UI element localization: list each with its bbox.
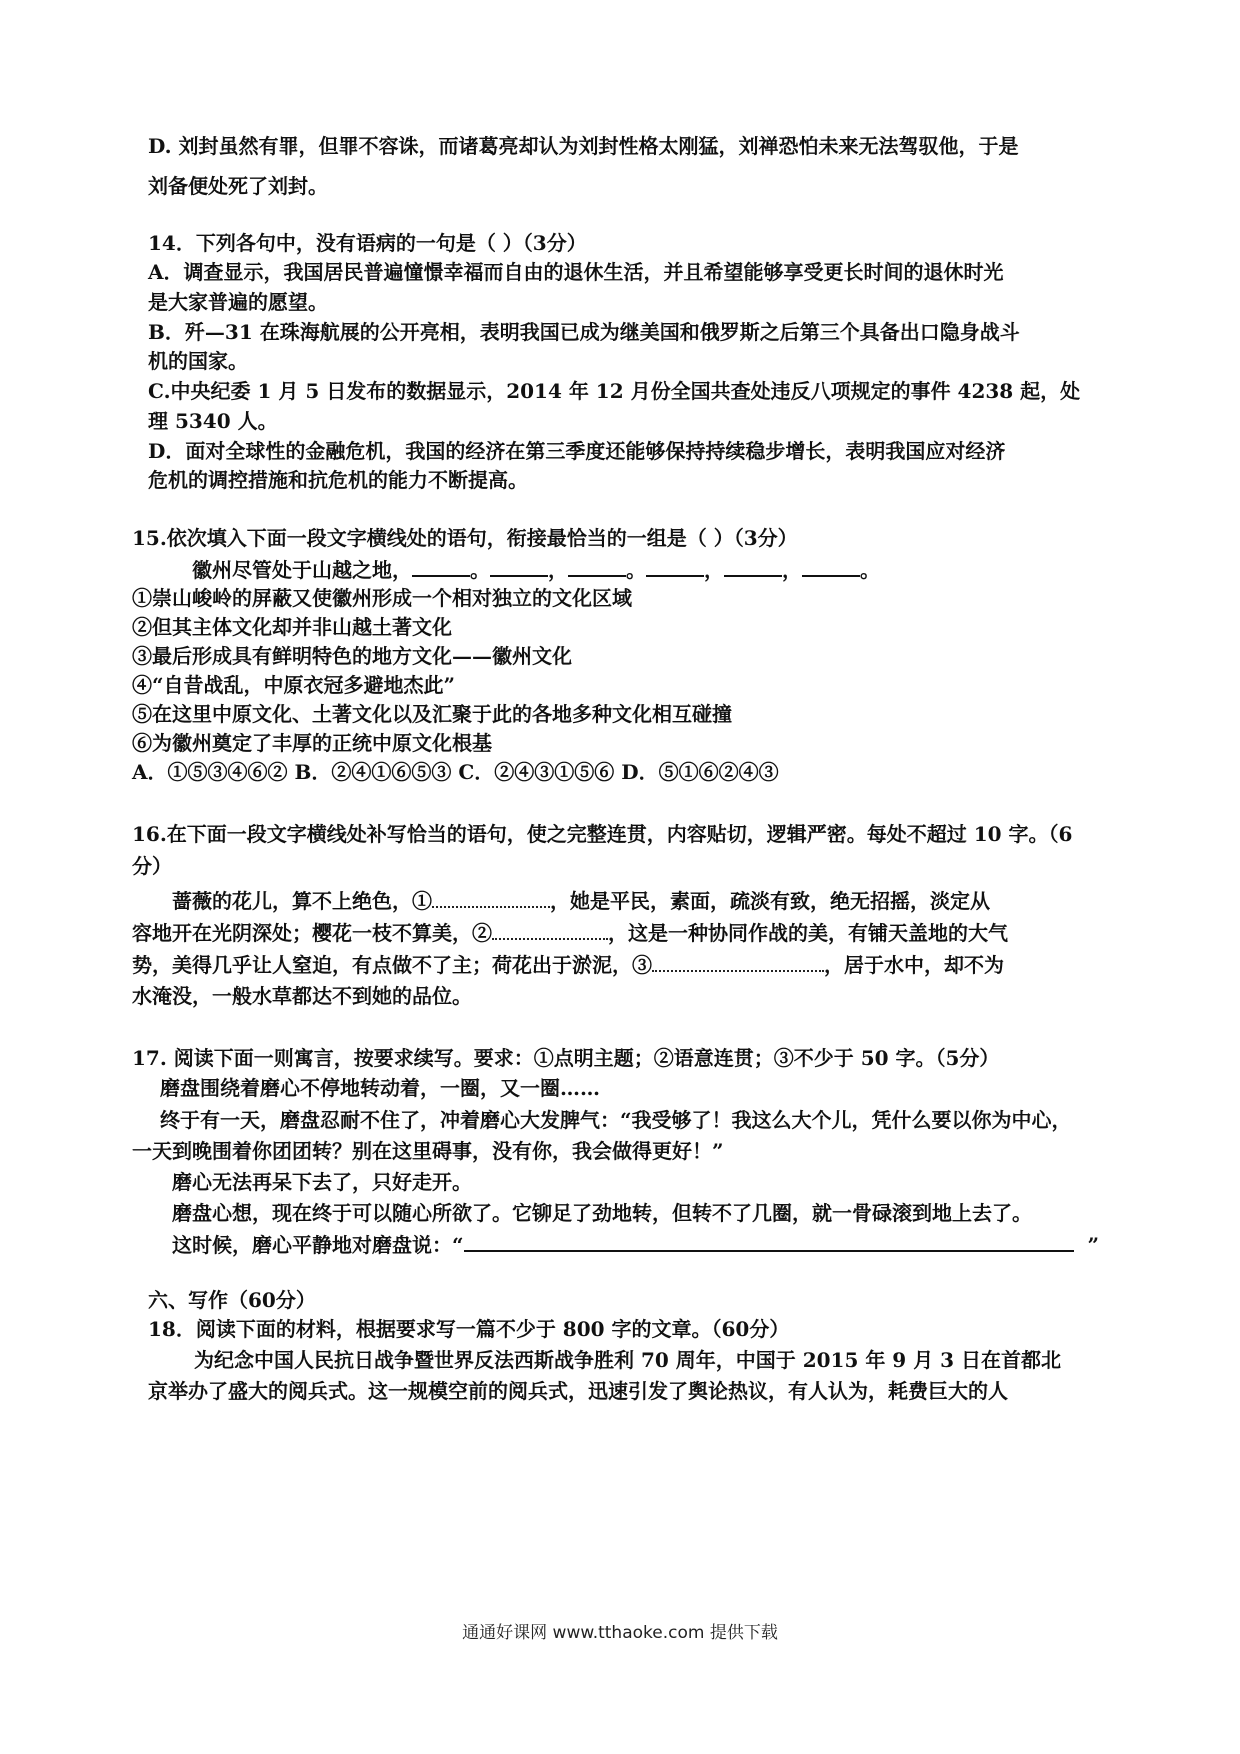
q16-text-2b: ，这是一种协同作战的美，有铺天盖地的大气 [608,921,1008,945]
q17-fable-line5: 磨盘心想，现在终于可以随心所欲了。它铆足了劲地转，但转不了几圈，就一骨碌滚到地上去了。 [172,1201,1032,1225]
q15-blank-2[interactable] [490,555,548,577]
q15-blank-4[interactable] [646,555,704,577]
q17-fable-line2: 终于有一天，磨盘忍耐不住了，冲着磨心大发脾气：“我受够了！我这么大个儿，凭什么要以你为中心， [160,1108,1072,1132]
q18-material-line1: 为纪念中国人民抗日战争暨世界反法西斯战争胜利 70 周年，中国于 2015 年 9 月 3 日在首都北 [194,1348,1062,1372]
q16-text-1b: ，她是平民，素面，疏淡有致，绝无招摇，淡定从 [550,889,990,913]
q16-text-3b: ，居于水中，却不为 [824,953,1004,977]
q15-blank-5[interactable] [724,555,782,577]
q15-blank-3[interactable] [568,555,626,577]
q16-stem-line2: 分） [132,854,172,878]
q17-fable-line3: 一天到晚围着你团团转？别在这里碍事，没有你，我会做得更好！” [132,1139,724,1163]
q17-stem: 17. 阅读下面一则寓言，按要求续写。要求：①点明主题；②语意连贯；③不少于 50 字。（5分） [132,1046,1000,1070]
q16-text-line4: 水淹没，一般水草都达不到她的品位。 [132,984,472,1008]
q15-blank-1[interactable] [412,555,470,577]
q14-option-c-line2: 理 5340 人。 [148,409,278,433]
q15-phrase-3: ③最后形成具有鲜明特色的地方文化——徽州文化 [132,644,572,668]
q15-phrase-6: ⑥为徽州奠定了丰厚的正统中原文化根基 [132,731,492,755]
q14-option-a-line1: A．调查显示，我国居民普遍憧憬幸福而自由的退休生活，并且希望能够享受更长时间的退休时光 [148,260,1004,284]
q15-stem: 15.依次填入下面一段文字横线处的语句，衔接最恰当的一组是（ ）（3分） [132,526,798,550]
q15-phrase-2: ②但其主体文化却并非山越土著文化 [132,615,452,639]
q16-text-line2 [132,918,1008,947]
q16-text-line1 [172,886,990,915]
q16-text-1a: 蔷薇的花儿，算不上绝色，① [172,889,432,913]
q13-option-d-line2: 刘备便处死了刘封。 [148,174,328,198]
q16-stem-line1: 16.在下面一段文字横线处补写恰当的语句，使之完整连贯，内容贴切，逻辑严密。每处不超过 10 字。（6 [132,822,1073,846]
q16-blank-3[interactable] [652,950,824,972]
q15-lead-text: 徽州尽管处于山越之地， [192,558,412,582]
q18-material-line2: 京举办了盛大的阅兵式。这一规模空前的阅兵式，迅速引发了舆论热议，有人认为，耗费巨大的人 [148,1379,1008,1403]
q17-fable-line1: 磨盘围绕着磨心不停地转动着，一圈，又一圈…… [160,1076,600,1100]
q16-text-2a: 容地开在光阴深处；樱花一枝不算美，② [132,921,492,945]
q18-stem: 18．阅读下面的材料，根据要求写一篇不少于 800 字的文章。（60分） [148,1317,790,1341]
q17-fable-line4: 磨心无法再呆下去了，只好走开。 [172,1170,472,1194]
section-6-title: 六、写作（60分） [148,1288,316,1312]
q15-phrase-1: ①崇山峻岭的屏蔽又使徽州形成一个相对独立的文化区域 [132,586,632,610]
q15-options: A．①⑤③④⑥② B．②④①⑥⑤③ C．②④③①⑤⑥ D．⑤①⑥②④③ [132,760,779,784]
q14-option-c-line1: C.中央纪委 1 月 5 日发布的数据显示，2014 年 12 月份全国共查处违反八项规定的事件 4238 起，处 [148,379,1081,403]
q14-option-b-line2: 机的国家。 [148,349,248,373]
q14-option-a-line2: 是大家普遍的愿望。 [148,290,328,314]
q16-text-3a: 势，美得几乎让人窒迫，有点做不了主；荷花出于淤泥，③ [132,953,652,977]
q15-phrase-4: ④“自昔战乱，中原衣冠多避地杰此” [132,673,456,697]
q15-phrase-5: ⑤在这里中原文化、土著文化以及汇聚于此的各地多种文化相互碰撞 [132,702,732,726]
page-footer: 通通好课网 www.tthaoke.com 提供下载 [462,1623,778,1643]
q15-blank-6[interactable] [802,555,860,577]
q17-fable-line6 [172,1230,1099,1259]
q14-stem: 14．下列各句中，没有语病的一句是（ ）（3分） [148,231,587,255]
q15-lead-sentence: 徽州尽管处于山越之地， 。 ， 。 ， ， 。 [192,555,880,584]
q17-quote-close: ” [1087,1233,1100,1257]
q14-option-b-line1: B．歼—31 在珠海航展的公开亮相，表明我国已成为继美国和俄罗斯之后第三个具备出口隐身战斗 [148,320,1020,344]
q16-blank-1[interactable] [432,886,550,908]
q14-option-d-line2: 危机的调控措施和抗危机的能力不断提高。 [148,468,528,492]
q16-blank-2[interactable] [492,918,608,940]
q17-quote-open: 这时候，磨心平静地对磨盘说：“ [172,1233,464,1257]
q17-answer-blank[interactable] [464,1230,1074,1252]
q16-text-line3 [132,950,1004,979]
q13-option-d-line1: D. 刘封虽然有罪，但罪不容诛，而诸葛亮却认为刘封性格太刚猛，刘禅恐怕未来无法驾驭他，于是 [148,134,1019,158]
q14-option-d-line1: D．面对全球性的金融危机，我国的经济在第三季度还能够保持持续稳步增长，表明我国应对经济 [148,439,1006,463]
